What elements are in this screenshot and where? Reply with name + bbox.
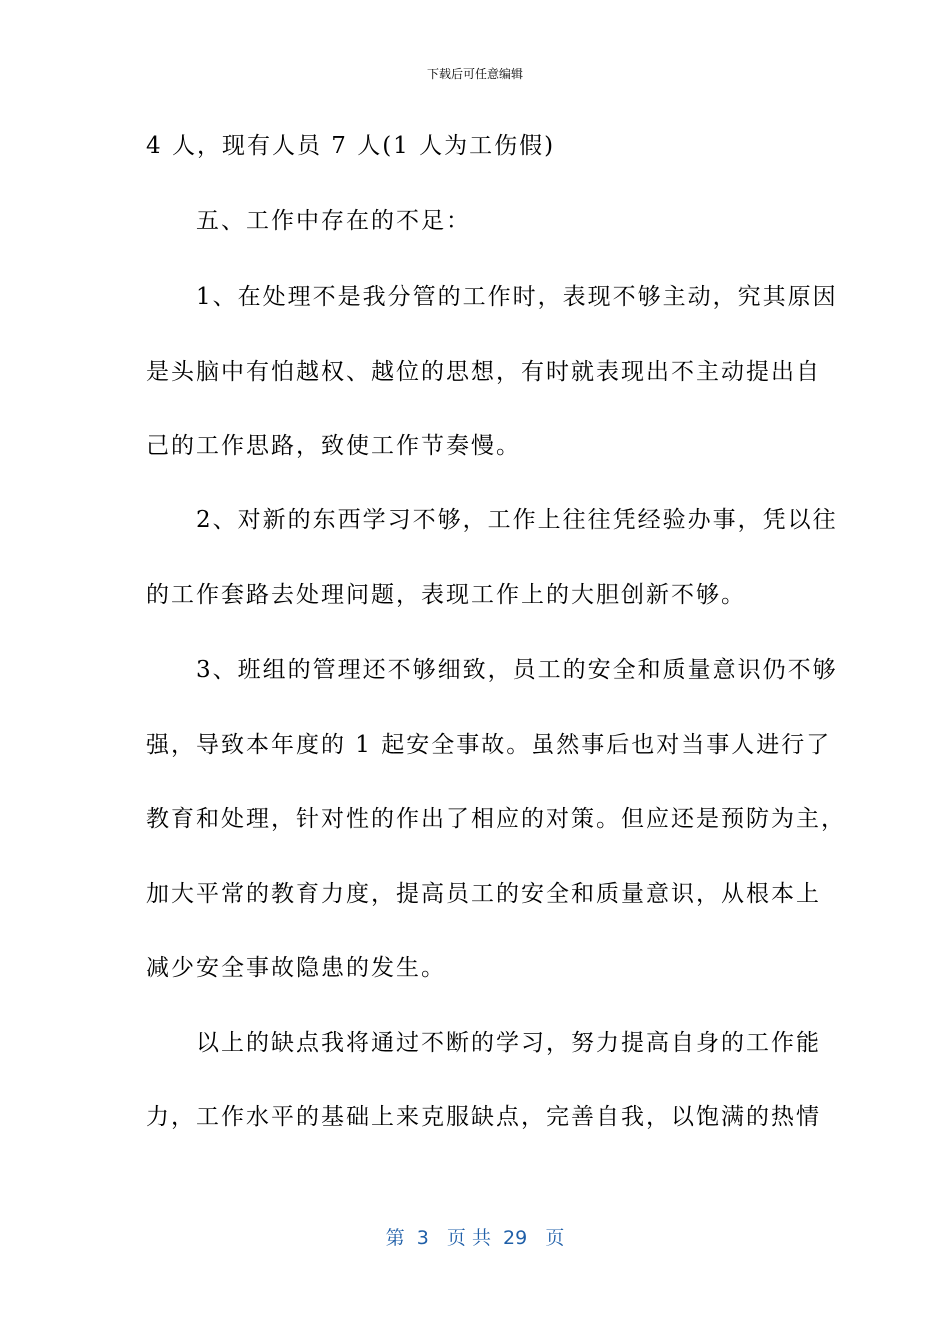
text-line: 力，工作水平的基础上来克服缺点，完善自我，以饱满的热情: [146, 1104, 821, 1130]
text-line: 强，导致本年度的 1 起安全事故。虽然事后也对当事人进行了: [146, 732, 832, 758]
text-line: 加大平常的教育力度，提高员工的安全和质量意识，从根本上: [146, 881, 821, 907]
text-line: 3、班组的管理还不够细致，员工的安全和质量意识仍不够: [146, 657, 838, 683]
text-line: 4 人，现有人员 7 人(1 人为工伤假): [146, 133, 556, 159]
text-line: 2、对新的东西学习不够，工作上往往凭经验办事，凭以往: [146, 507, 838, 533]
text-line: 以上的缺点我将通过不断的学习，努力提高自身的工作能: [146, 1030, 821, 1056]
text-line: 1、在处理不是我分管的工作时，表现不够主动，究其原因: [146, 284, 838, 310]
text-line: 己的工作思路，致使工作节奏慢。: [146, 433, 521, 459]
text-line: 减少安全事故隐患的发生。: [146, 955, 446, 981]
text-line: 是头脑中有怕越权、越位的思想，有时就表现出不主动提出自: [146, 359, 821, 385]
text-line: 教育和处理，针对性的作出了相应的对策。但应还是预防为主，: [146, 806, 846, 832]
page-header-note: 下载后可任意编辑: [426, 67, 523, 81]
section-heading: 五、工作中存在的不足：: [146, 208, 471, 234]
page-number-footer: 第 3 页 共 29 页: [385, 1227, 565, 1249]
text-line: 的工作套路去处理问题，表现工作上的大胆创新不够。: [146, 582, 746, 608]
